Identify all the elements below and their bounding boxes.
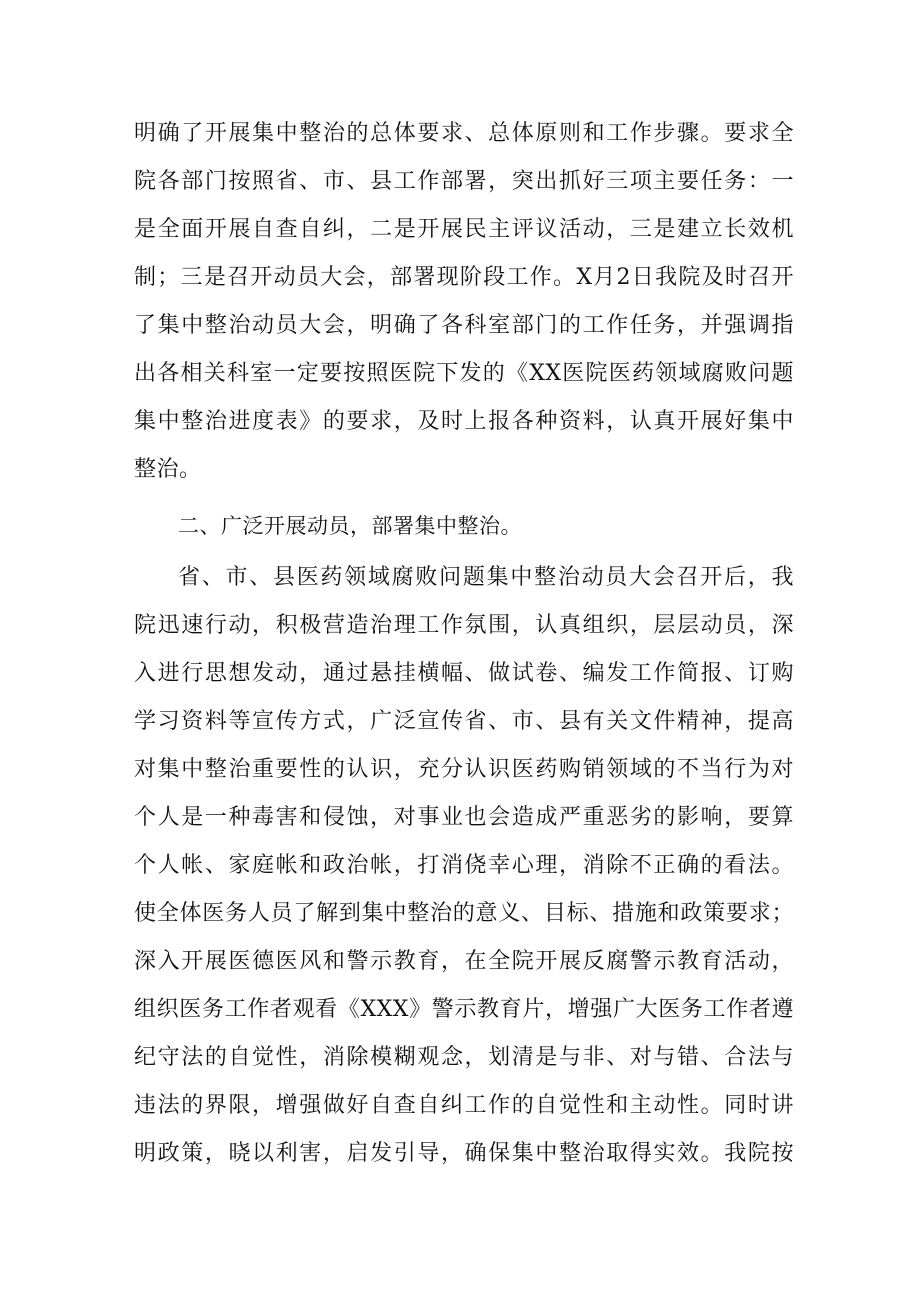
paragraph-line: 明政策，晓以利害，启发引导，确保集中整治取得实效。我院按 — [134, 1141, 794, 1166]
section-heading: 二、广泛开展动员，部署集中整治。 — [178, 514, 522, 538]
paragraph-line: 组织医务工作者观看《XXX》警示教育片，增强广大医务工作者遵 — [134, 997, 794, 1022]
paragraph-line: 对集中整治重要性的认识，充分认识医药购销领域的不当行为对 — [134, 757, 794, 782]
document-body — [134, 110, 794, 1178]
paragraph-line: 违法的界限，增强做好自查自纠工作的自觉性和主动性。同时讲 — [134, 1093, 794, 1118]
paragraph-line: 入进行思想发动，通过悬挂横幅、做试卷、编发工作简报、订购 — [134, 661, 794, 686]
paragraph-line: 个人帐、家庭帐和政治帐，打消侥幸心理，消除不正确的看法。 — [134, 853, 794, 878]
paragraph-line: 使全体医务人员了解到集中整治的意义、目标、措施和政策要求； — [134, 901, 794, 926]
paragraph-line: 学习资料等宣传方式，广泛宣传省、市、县有关文件精神，提高 — [134, 709, 794, 734]
paragraph-line: 院迅速行动，积极营造治理工作氛围，认真组织，层层动员，深 — [134, 613, 794, 638]
paragraph-line: 了集中整治动员大会，明确了各科室部门的工作任务，并强调指 — [134, 313, 794, 338]
paragraph-line: 明确了开展集中整治的总体要求、总体原则和工作步骤。要求全 — [134, 121, 794, 146]
paragraph-line: 出各相关科室一定要按照医院下发的《XX医院医药领域腐败问题 — [134, 361, 794, 386]
paragraph-line: 集中整治进度表》的要求，及时上报各种资料，认真开展好集中 — [134, 409, 794, 434]
paragraph-line: 院各部门按照省、市、县工作部署，突出抓好三项主要任务：一 — [134, 169, 794, 194]
paragraph-line: 整治。 — [134, 457, 202, 482]
paragraph-2 — [134, 554, 794, 1178]
paragraph-line: 深入开展医德医风和警示教育，在全院开展反腐警示教育活动， — [134, 949, 794, 974]
paragraph-line: 个人是一种毒害和侵蚀，对事业也会造成严重恶劣的影响，要算 — [134, 805, 794, 830]
paragraph-line: 省、市、县医药领域腐败问题集中整治动员大会召开后，我 — [178, 565, 794, 590]
paragraph-1 — [134, 110, 794, 494]
paragraph-line: 制；三是召开动员大会，部署现阶段工作。X月2日我院及时召开 — [134, 265, 794, 290]
paragraph-line: 纪守法的自觉性，消除模糊观念，划清是与非、对与错、合法与 — [134, 1045, 794, 1070]
paragraph-line: 是全面开展自查自纠，二是开展民主评议活动，三是建立长效机 — [134, 217, 794, 242]
